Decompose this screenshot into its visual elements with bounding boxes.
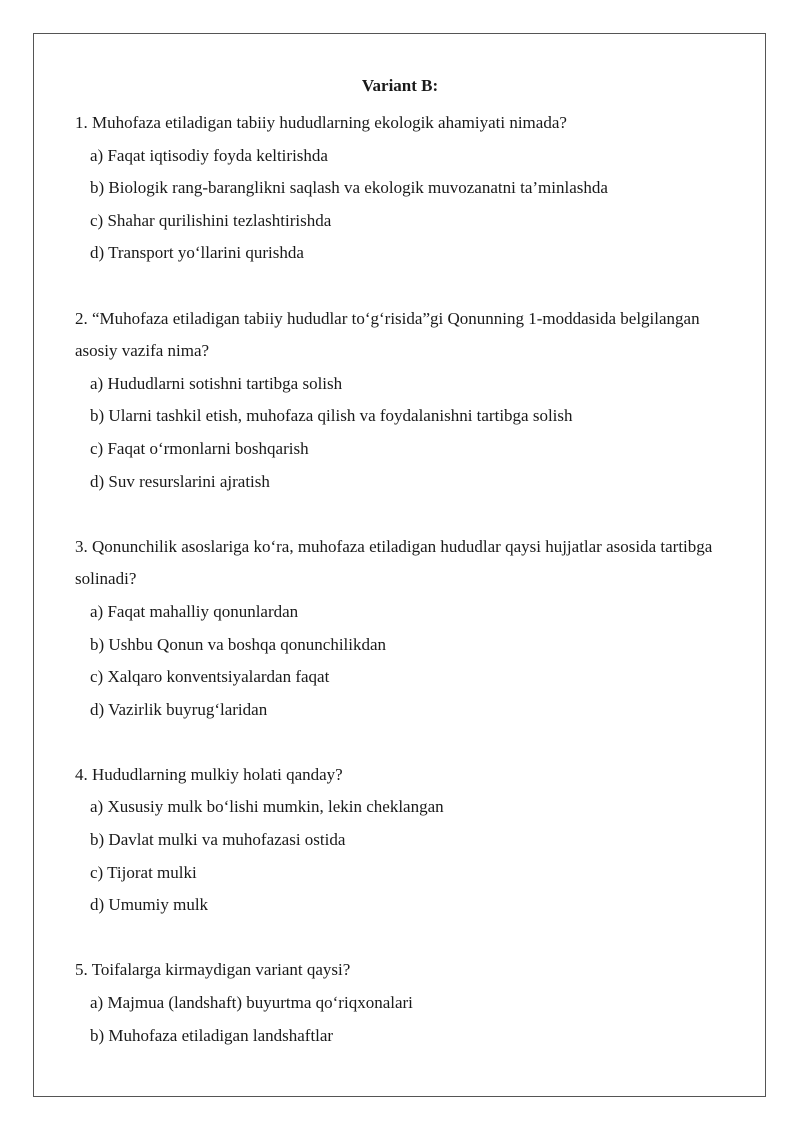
page-title: Variant B:	[361, 76, 439, 95]
answer-options	[75, 368, 735, 498]
answer-options	[75, 596, 735, 726]
answer-option-b: b) Davlat mulki va muhofazasi ostida	[90, 830, 346, 850]
answer-option-a: a) Faqat mahalliy qonunlardan	[90, 601, 299, 621]
question-list	[75, 107, 735, 1052]
answer-option-c: c) Shahar qurilishini tezlashtirishda	[90, 210, 332, 230]
question-text: 2. “Muhofaza etiladigan tabiiy hududlar to‘g‘risida”gi Qonunning 1-moddasida belgilangan asosiy vazifa nima?	[75, 308, 700, 361]
answer-option-d: d) Umumiy mulk	[90, 895, 209, 915]
answer-option-c: c) Tijorat mulki	[90, 862, 197, 882]
answer-option-a: a) Majmua (landshaft) buyurtma qo‘riqxonalari	[90, 993, 413, 1013]
question-4	[75, 759, 735, 922]
answer-option-a: a) Hududlarni sotishni tartibga solish	[90, 373, 343, 393]
answer-option-b: b) Biologik rang-baranglikni saqlash va ekologik muvozanatni ta’minlashda	[90, 178, 608, 198]
answer-option-a: a) Xususiy mulk bo‘lishi mumkin, lekin cheklangan	[90, 797, 444, 817]
question-text: 4. Hududlarning mulkiy holati qanday?	[75, 764, 343, 784]
question-1	[75, 107, 735, 270]
answer-option-b: b) Ularni tashkil etish, muhofaza qilish va foydalanishni tartibga solish	[90, 406, 573, 426]
answer-option-d: d) Suv resurslarini ajratish	[90, 471, 270, 491]
question-5	[75, 954, 735, 1052]
answer-option-a: a) Faqat iqtisodiy foyda keltirishda	[90, 145, 328, 165]
question-2	[75, 303, 735, 499]
question-text: 1. Muhofaza etiladigan tabiiy hududlarning ekologik ahamiyati nimada?	[75, 113, 567, 132]
answer-option-c: c) Faqat o‘rmonlarni boshqarish	[90, 438, 309, 458]
answer-option-d: d) Transport yo‘llarini qurishda	[90, 243, 304, 263]
question-3	[75, 531, 735, 727]
answer-options	[75, 987, 735, 1052]
answer-option-b: b) Muhofaza etiladigan landshaftlar	[90, 1025, 334, 1045]
question-text: 5. Toifalarga kirmaydigan variant qaysi?	[75, 960, 351, 980]
answer-options	[75, 791, 735, 921]
answer-option-b: b) Ushbu Qonun va boshqa qonunchilikdan	[90, 634, 387, 654]
answer-option-c: c) Xalqaro konventsiyalardan faqat	[90, 667, 330, 687]
answer-options	[75, 140, 735, 270]
answer-option-d: d) Vazirlik buyrug‘laridan	[90, 699, 268, 719]
question-text: 3. Qonunchilik asoslariga ko‘ra, muhofaza etiladigan hududlar qaysi hujjatlar asosida tartibga solinadi?	[75, 536, 713, 589]
